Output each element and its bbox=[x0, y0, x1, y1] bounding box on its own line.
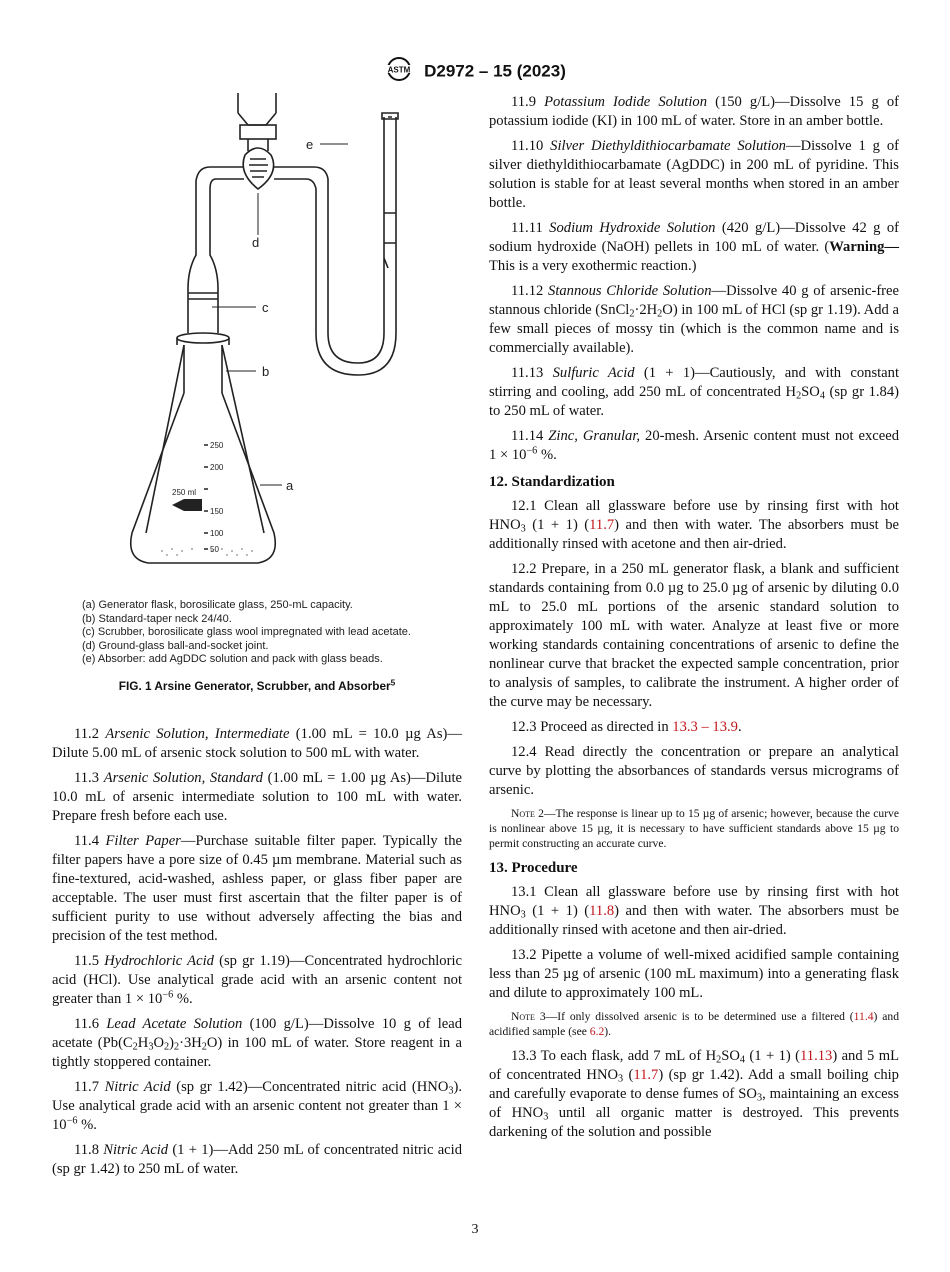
right-column bbox=[489, 93, 899, 1148]
document-code: D2972 – 15 (2023) bbox=[424, 61, 566, 81]
note-2: Note 2—The response is linear up to 15 µg of arsenic; however, because the curve is nonlinear above 15 µg, it is necessary to have sufficient standards above 15 µg to permit constructing an accurate curve. bbox=[489, 807, 899, 850]
ref-link[interactable]: 11.7 bbox=[633, 1067, 659, 1083]
callout-d: d bbox=[252, 235, 260, 250]
ref-link[interactable]: 13.3 – 13.9 bbox=[672, 719, 738, 735]
page-number: 3 bbox=[471, 1222, 479, 1237]
section-heading-procedure: 13. Procedure bbox=[489, 860, 578, 876]
scale-label: 50 bbox=[210, 545, 219, 554]
apparatus-drawing bbox=[52, 93, 462, 593]
para-11-2: 11.2 Arsenic Solution, Intermediate (1.00 mL = 10.0 µg As)—Dilute 5.00 mL of arsenic stock solution to 500 mL with water. bbox=[52, 726, 462, 761]
ref-link[interactable]: 11.4 bbox=[853, 1010, 874, 1023]
para-12-1: 12.1 Clean all glassware before use by rinsing first with hot $HNO_3$ (1 + 1) (11.7) and then with water. The absorbers must be additionally rinsed with acetone and then air-dried. bbox=[489, 498, 899, 552]
legend-item: (a) Generator flask, borosilicate glass, 250-mL capacity. bbox=[82, 599, 353, 611]
figure-caption: FIG. 1 Arsine Generator, Scrubber, and Absorber$^5$ bbox=[118, 678, 396, 693]
para-11-14: 11.14 Zinc, Granular, 20-mesh. Arsenic content must not exceed $1 \times 10^{-6}$ %. bbox=[489, 428, 899, 463]
para-11-7: 11.7 Nitric Acid (sp gr 1.42)—Concentrated nitric acid $(HNO_3)$. Use analytical grade acid with an arsenic content not greater than $1 \times 10^{-6}$ %. bbox=[52, 1079, 462, 1133]
legend-item: (d) Ground-glass ball-and-socket joint. bbox=[82, 639, 269, 652]
page-header bbox=[0, 56, 950, 87]
left-column bbox=[52, 725, 462, 1185]
callout-c: c bbox=[262, 300, 269, 315]
para-13-1: 13.1 Clean all glassware before use by rinsing first with hot $HNO_3$ (1 + 1) (11.8) and then with water. The absorbers must be additionally rinsed with acetone and then air-dried. bbox=[489, 884, 899, 938]
svg-text:ASTM: ASTM bbox=[387, 65, 411, 75]
flask-volume-mark: 250 ml bbox=[172, 488, 197, 497]
legend-item: (e) Absorber: add AgDDC solution and pack with glass beads. bbox=[82, 653, 383, 666]
para-13-3: 13.3 To each flask, add 7 mL of $H_2SO_4$ (1 + 1) (11.13) and 5 mL of concentrated $HNO_3$ (11.7) (sp gr 1.42). Add a small boiling chip and carefully evaporate to dense fumes of $SO_3$, maintaining an excess of $HNO_3$ until all organic matter is destroyed. This prevents darkening of the solution and possible bbox=[489, 1048, 899, 1140]
para-11-12: 11.12 Stannous Chloride Solution—Dissolve 40 g of arsenic-free stannous chloride $(SnCl_2\cdot 2H_2O)$ in 100 mL of HCl (sp gr 1.19). Add a few small pieces of mossy tin (which is the common name and is commercially available). bbox=[489, 283, 899, 356]
flask-arrow-icon bbox=[172, 499, 202, 511]
scale-label: 250 bbox=[210, 441, 224, 450]
callout-b: b bbox=[262, 364, 270, 379]
callout-e: e bbox=[306, 137, 314, 152]
para-12-2: 12.2 Prepare, in a 250 mL generator flask, a blank and sufficient standards containing from 0.0 µg to 25.0 µg of arsenic by diluting 0.0 mL to 25.0 mL portions of the arsenic standard solution to approximately 100 mL with water. Analyze at least five or more working standards containing concentrations of arsenic to define the nonlinear curve that bracket the expected sample concentration, prior to analysis of samples, to calibrate the instrument. A higher order of the curve may be necessary. bbox=[489, 561, 899, 710]
astm-logo-icon bbox=[384, 56, 414, 87]
scale-label: 100 bbox=[210, 529, 224, 538]
para-11-3: 11.3 Arsenic Solution, Standard (1.00 mL = 1.00 µg As)—Dilute 10.0 mL of arsenic intermediate solution to 100 mL with water. Prepare fresh before each use. bbox=[52, 770, 462, 824]
ref-link[interactable]: 11.7 bbox=[589, 517, 615, 533]
para-11-4: 11.4 Filter Paper—Purchase suitable filter paper. Typically the filter papers have a pore size of 0.45 µm membrane. Material such as fine-textured, acid-washed, ashless paper, or glass fiber paper are acceptable. The user must first ascertain that the filter paper is of sufficient purity to use without adversely affecting the bias and precision of the test method. bbox=[52, 833, 462, 944]
para-11-9: 11.9 Potassium Iodide Solution (150 g/L)—Dissolve 15 g of potassium iodide (KI) in 100 mL of water. Store in an amber bottle. bbox=[489, 94, 899, 129]
para-11-5: 11.5 Hydrochloric Acid (sp gr 1.19)—Concentrated hydrochloric acid (HCl). Use analytical grade acid with an arsenic content not greater than $1 \times 10^{-6}$ %. bbox=[52, 953, 462, 1007]
scale-label: 150 bbox=[210, 507, 224, 516]
legend-item: (b) Standard-taper neck 24/40. bbox=[82, 612, 232, 625]
para-12-3: 12.3 Proceed as directed in 13.3 – 13.9. bbox=[511, 719, 742, 735]
para-11-6: 11.6 Lead Acetate Solution (100 g/L)—Dissolve 10 g of lead acetate $(Pb(C_2H_3O_2)_2\cdot 3H_2O)$ in 100 mL of water. Store reagent in a tightly stoppered container. bbox=[52, 1016, 463, 1070]
legend-item: (c) Scrubber, borosilicate glass wool impregnated with lead acetate. bbox=[82, 626, 411, 639]
para-11-11: 11.11 Sodium Hydroxide Solution (420 g/L)—Dissolve 42 g of sodium hydroxide (NaOH) pellets in 100 mL of water. (Warning—This is a very exothermic reaction.) bbox=[489, 220, 900, 274]
callout-a: a bbox=[286, 478, 294, 493]
scale-label: 200 bbox=[210, 463, 224, 472]
para-11-10: 11.10 Silver Diethyldithiocarbamate Solution—Dissolve 1 g of silver diethyldithiocarbamate (AgDDC) in 200 mL of pyridine. This solution is stable for at least several months when stored in an amber bottle. bbox=[489, 138, 899, 211]
para-11-8: 11.8 Nitric Acid (1 + 1)—Add 250 mL of concentrated nitric acid (sp gr 1.42) to 250 mL of water. bbox=[52, 1142, 463, 1177]
para-13-2: 13.2 Pipette a volume of well-mixed acidified sample containing less than 25 µg of arsenic (100 mL maximum) into a generating flask and dilute to approximately 100 mL. bbox=[489, 947, 899, 1001]
ref-link[interactable]: 11.13 bbox=[800, 1048, 833, 1064]
para-12-4: 12.4 Read directly the concentration or prepare an analytical curve by plotting the absorbances of standards versus micrograms of arsenic. bbox=[489, 744, 899, 798]
section-heading-standardization: 12. Standardization bbox=[489, 474, 615, 490]
figure-apparatus bbox=[52, 93, 462, 598]
ref-link[interactable]: 11.8 bbox=[589, 903, 615, 919]
figure-legend bbox=[82, 599, 411, 667]
para-11-13: 11.13 Sulfuric Acid (1 + 1)—Cautiously, and with constant stirring and cooling, add 250 mL of concentrated $H_2SO_4$ (sp gr 1.84) to 250 mL of water. bbox=[489, 365, 900, 419]
ref-link[interactable]: 6.2 bbox=[589, 1025, 605, 1038]
note-3: Note 3—If only dissolved arsenic is to be determined use a filtered (11.4) and acidified sample (see 6.2). bbox=[489, 1010, 899, 1038]
